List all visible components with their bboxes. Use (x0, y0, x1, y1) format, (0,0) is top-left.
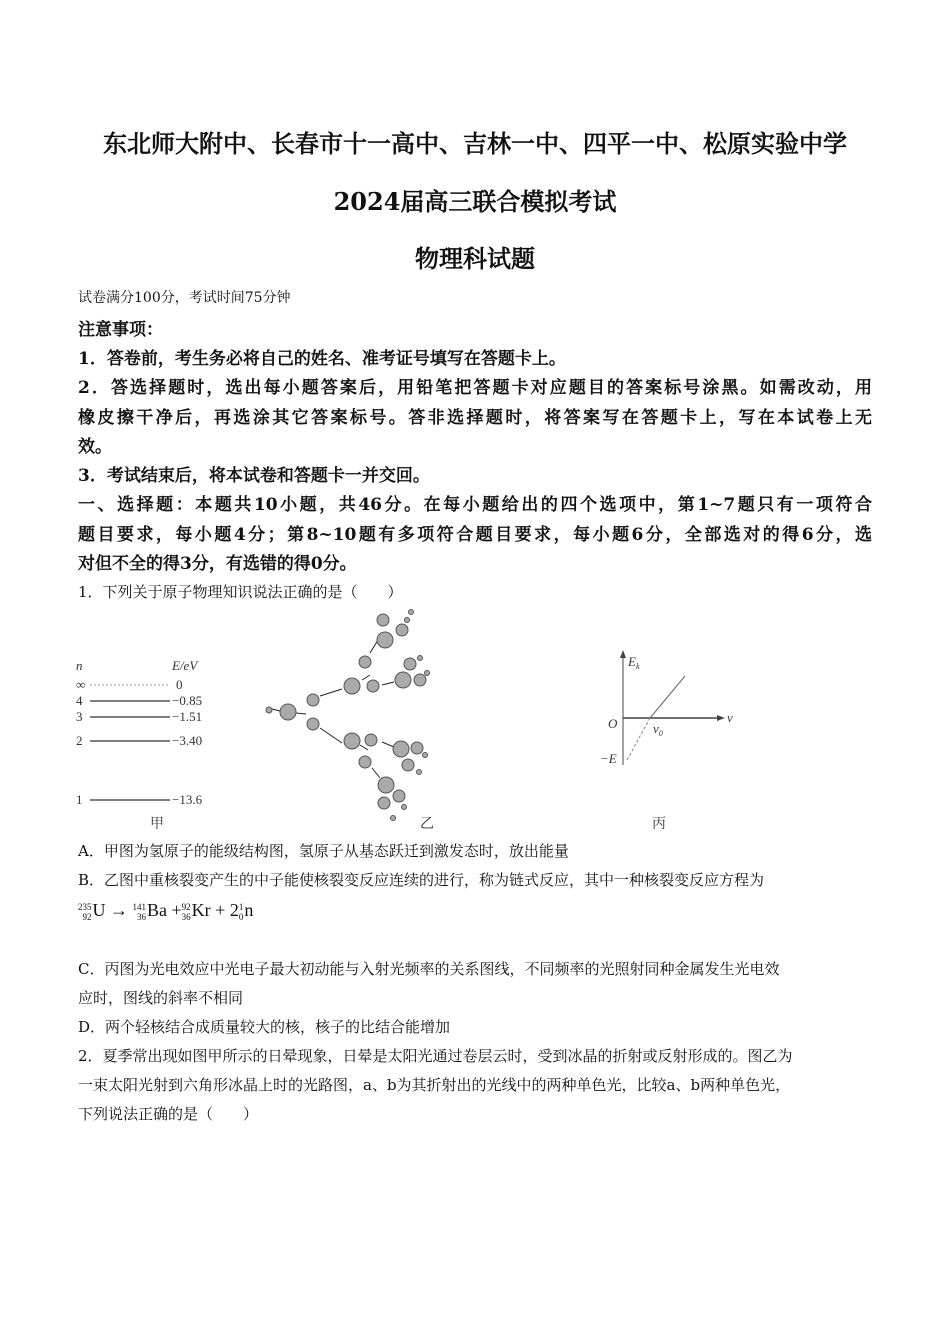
q2-stem: 下列说法正确的是（ ） (78, 1105, 259, 1123)
notice-item: 橡皮擦干净后，再选涂其它答案标号。答非选择题时，将答案写在答题卡上，写在本试卷上无 (78, 408, 872, 428)
notice-item: 1．答卷前，考生务必将自己的姓名、准考证号填写在答题卡上。 (78, 349, 566, 369)
fission-equation: 235 92 U → 141 36 Ba + 92 36 Kr + 2 1 0 n (78, 900, 254, 922)
section-instructions: 对但不全的得3分，有选错的得0分。 (78, 554, 357, 574)
caption-bing: 丙 (652, 817, 666, 832)
q2-stem: 2．夏季常出现如图甲所示的日晕现象，日晕是太阳光通过卷层云时，受到冰晶的折射或反射形成的。图乙为 (78, 1047, 793, 1065)
school-list-title: 东北师大附中、长春市十一高中、吉林一中、四平一中、松原实验中学 (103, 129, 847, 158)
notice-item: 2．答选择题时，选出每小题答案后，用铅笔把答题卡对应题目的答案标号涂黑。如需改动，用 (78, 378, 872, 398)
level-e: −0.85 (172, 693, 203, 708)
exam-info: 试卷满分100分，考试时间75分钟 (78, 290, 291, 306)
q1-option-b[interactable]: B．乙图中重核裂变产生的中子能使核裂变反应连续的进行，称为链式反应，其中一种核裂变反应方程为 (78, 871, 765, 889)
section-instructions: 题目要求，每小题4分；第8~10题有多项符合题目要求，每小题6分，全部选对的得6分，选 (78, 525, 872, 545)
chain-reaction-diagram (266, 610, 434, 833)
q1-option-c-cont[interactable]: 应时，图线的斜率不相同 (78, 989, 244, 1007)
nu0-label: $\nu_0$ (653, 721, 663, 738)
notice-item: 效。 (78, 437, 112, 457)
level-n: 3 (76, 709, 83, 724)
photoelectric-graph (600, 650, 733, 832)
section-instructions: 一、选择题：本题共10小题，共46分。在每小题给出的四个选项中，第1~7题只有一项符合 (78, 495, 872, 515)
energy-level-diagram (76, 658, 203, 832)
level-e: −1.51 (172, 709, 203, 724)
q1-option-c[interactable]: C．丙图为光电效应中光电子最大初动能与入射光频率的关系图线，不同频率的光照射同种金属发生光电效 (78, 960, 780, 978)
level-e: −13.6 (172, 792, 203, 807)
q1-option-d[interactable]: D．两个轻核结合成质量较大的核，核子的比结合能增加 (78, 1018, 451, 1036)
level-n: ∞ (76, 677, 86, 692)
q1-figures (70, 600, 750, 840)
y-intercept-label: −E (600, 751, 617, 766)
level-n: 4 (76, 693, 83, 708)
level-n: 2 (76, 733, 83, 748)
e-label: E/eV (172, 658, 198, 673)
level-e: 0 (176, 677, 183, 692)
ek-label: $E_k$ (628, 654, 640, 671)
level-n: 1 (76, 792, 83, 807)
q1-option-a[interactable]: A．甲图为氢原子的能级结构图，氢原子从基态跃迁到激发态时，放出能量 (78, 842, 569, 860)
exam-title: 2024届高三联合模拟考试 (333, 187, 617, 216)
n-label: n (76, 658, 83, 673)
subject-title: 物理科试题 (415, 244, 535, 273)
notice-heading: 注意事项： (78, 320, 163, 340)
origin-label: O (608, 716, 618, 731)
caption-jia: 甲 (150, 817, 164, 832)
q2-stem: 一束太阳光射到六角形冰晶上时的光路图，a、b为其折射出的光线中的两种单色光，比较a、b两种单色光， (78, 1076, 791, 1094)
level-e: −3.40 (172, 733, 203, 748)
caption-yi: 乙 (420, 817, 434, 832)
nu-label: ν (727, 710, 733, 725)
notice-item: 3．考试结束后，将本试卷和答题卡一并交回。 (78, 466, 430, 486)
q1-stem: 1．下列关于原子物理知识说法正确的是（ ） (78, 583, 403, 601)
